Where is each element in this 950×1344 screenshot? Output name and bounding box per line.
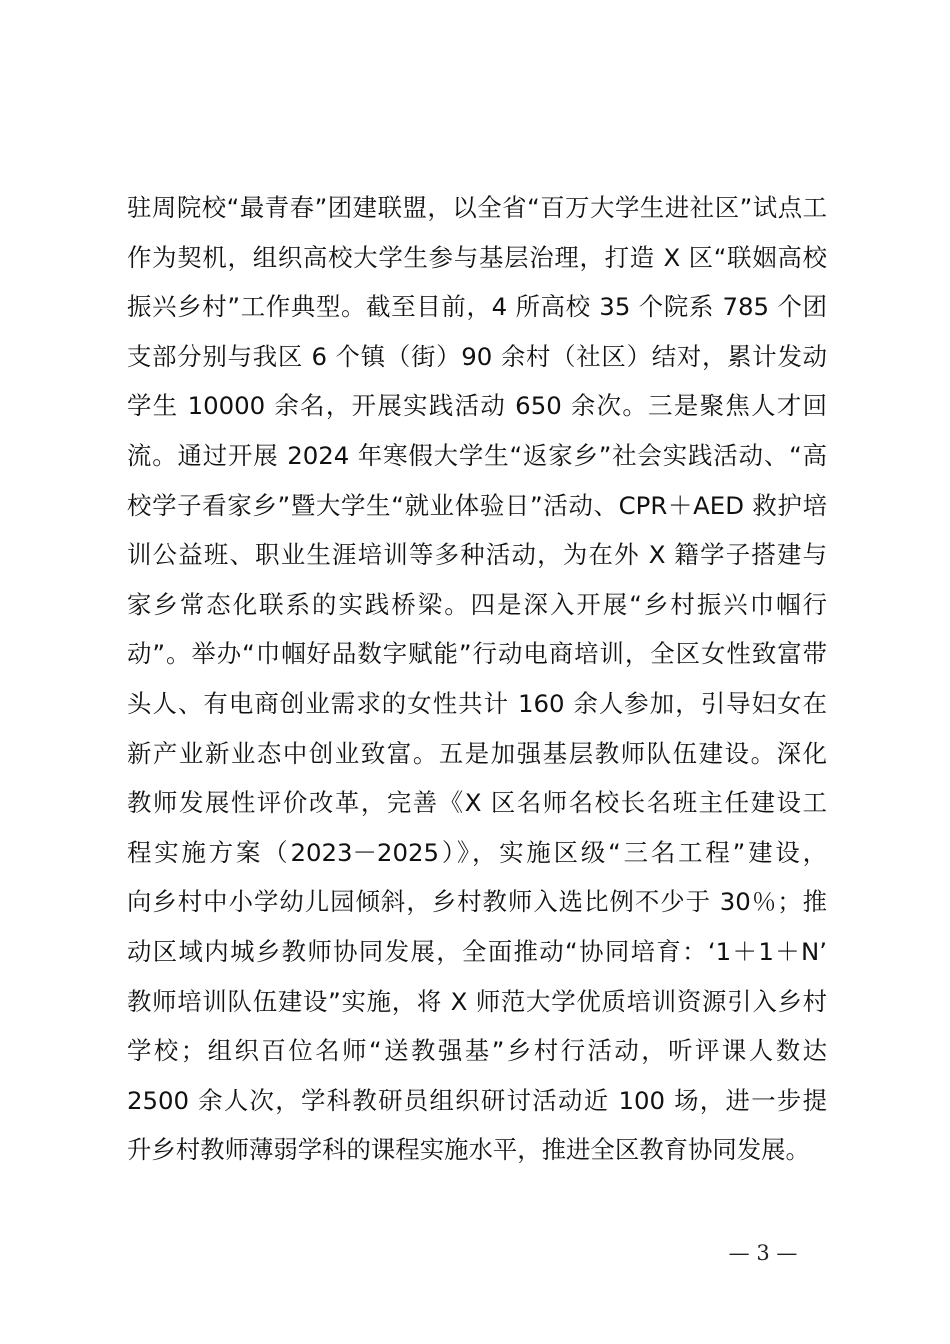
paragraph-line: 支部分别与我区 6 个镇（街）90 余村（社区）结对，累计发动 — [127, 341, 827, 371]
paragraph-line: 训公益班、职业生涯培训等多种活动，为在外 X 籍学子搭建与 — [127, 540, 827, 570]
paragraph-line: 校学子看家乡”暨大学生“就业体验日”活动、CPR＋AED 救护培 — [127, 490, 827, 520]
page-number: — 3 — — [728, 1241, 798, 1265]
paragraph-line: 振兴乡村”工作典型。截至目前，4 所高校 35 个院系 785 个团 — [127, 292, 827, 322]
paragraph-line: 学生 10000 余名，开展实践活动 650 余次。三是聚焦人才回 — [127, 391, 827, 421]
paragraph-line: 程实施方案（2023－2025）》，实施区级“三名工程”建设， — [127, 837, 827, 867]
body-paragraph — [127, 183, 827, 1175]
paragraph-line: 作为契机，组织高校大学生参与基层治理，打造 X 区“联姻高校 — [127, 242, 827, 272]
paragraph-line: 学校；组织百位名师“送教强基”乡村行活动，听评课人数达 — [127, 1036, 827, 1066]
paragraph-line: 新产业新业态中创业致富。五是加强基层教师队伍建设。深化 — [127, 738, 827, 768]
paragraph-line: 动区域内城乡教师协同发展，全面推动“协同培育：‘1＋1＋N’ — [127, 936, 827, 966]
paragraph-line: 动”。举办“巾帼好品数字赋能”行动电商培训，全区女性致富带 — [127, 639, 827, 669]
paragraph-line: 向乡村中小学幼儿园倾斜，乡村教师入选比例不少于 30％；推 — [127, 887, 827, 917]
paragraph-line: 2500 余人次，学科教研员组织研讨活动近 100 场，进一步提 — [127, 1085, 827, 1115]
paragraph-line: 教师发展性评价改革，完善《X 区名师名校长名班主任建设工 — [127, 788, 827, 818]
paragraph-line: 流。通过开展 2024 年寒假大学生“返家乡”社会实践活动、“高 — [127, 440, 827, 470]
paragraph-line: 家乡常态化联系的实践桥梁。四是深入开展“乡村振兴巾帼行 — [127, 589, 827, 619]
paragraph-line: 驻周院校“最青春”团建联盟，以全省“百万大学生进社区”试点工 — [127, 193, 827, 222]
paragraph-line: 升乡村教师薄弱学科的课程实施水平，推进全区教育协同发展。 — [127, 1135, 810, 1165]
paragraph-line: 教师培训队伍建设”实施，将 X 师范大学优质培训资源引入乡村 — [127, 986, 827, 1016]
paragraph-line: 头人、有电商创业需求的女性共计 160 余人参加，引导妇女在 — [127, 688, 827, 718]
